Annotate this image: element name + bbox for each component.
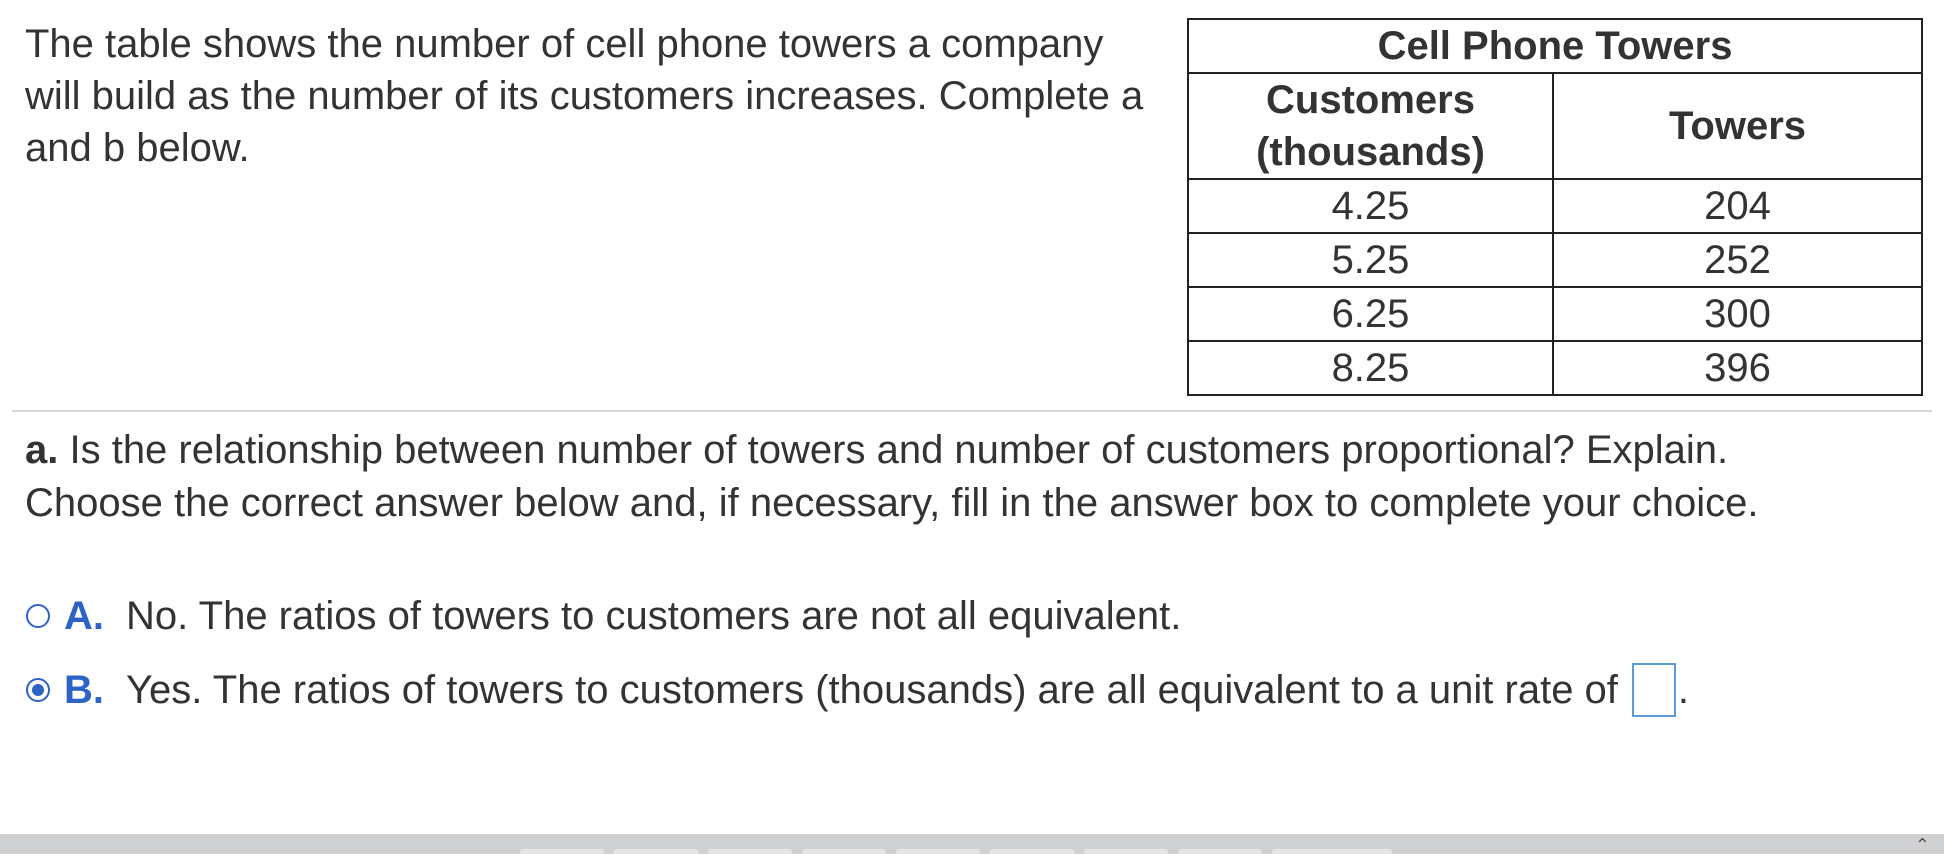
customers-cell: 6.25: [1188, 287, 1553, 341]
unit-rate-answer-box[interactable]: [1632, 663, 1676, 717]
header-customers-line2: (thousands): [1256, 130, 1485, 174]
toolbar-tab[interactable]: [614, 849, 698, 854]
toolbar-tab[interactable]: [708, 849, 792, 854]
bottom-toolbar: [0, 834, 1944, 854]
radio-a[interactable]: [26, 604, 50, 628]
customers-cell: 8.25: [1188, 341, 1553, 395]
toolbar-tab[interactable]: [1272, 849, 1392, 854]
table-title: Cell Phone Towers: [1188, 19, 1922, 73]
question-instruction: Choose the correct answer below and, if necessary, fill in the answer box to complete your choice.: [25, 481, 1759, 525]
choice-b-period: .: [1677, 667, 1690, 712]
toolbar-tab[interactable]: [1084, 849, 1168, 854]
header-towers: Towers: [1553, 73, 1922, 179]
choice-a-text: No. The ratios of towers to customers are not all equivalent.: [126, 593, 1182, 638]
customers-cell: 5.25: [1188, 233, 1553, 287]
towers-cell: 252: [1553, 233, 1922, 287]
towers-cell: 300: [1553, 287, 1922, 341]
toolbar-tab[interactable]: [990, 849, 1074, 854]
header-customers-line1: Customers: [1266, 78, 1475, 122]
problem-intro: The table shows the number of cell phone towers a company will build as the number of its customers increases. Complete a and b below.: [25, 22, 1144, 170]
choice-a[interactable]: [26, 588, 1181, 644]
table-row: [1188, 233, 1922, 287]
table-row: [1188, 179, 1922, 233]
question-a: [25, 424, 1925, 530]
question-label: a.: [25, 428, 59, 472]
header-customers: [1188, 73, 1553, 179]
question-a-text: [25, 424, 1925, 477]
cell-phone-towers-table: [1187, 18, 1923, 396]
towers-cell: 396: [1553, 341, 1922, 395]
question-prompt: Is the relationship between number of towers and number of customers proportional? Explain.: [58, 428, 1729, 472]
table-row: [1188, 341, 1922, 395]
section-divider: [12, 410, 1932, 412]
toolbar-tab[interactable]: [520, 849, 604, 854]
choice-b[interactable]: [26, 662, 1689, 718]
table-row: [1188, 287, 1922, 341]
collapse-chevron-icon[interactable]: ⌃: [1914, 835, 1930, 855]
choice-a-letter: A.: [64, 593, 104, 638]
customers-cell: 4.25: [1188, 179, 1553, 233]
toolbar-tab[interactable]: [896, 849, 980, 854]
toolbar-tab[interactable]: [1178, 849, 1262, 854]
choice-b-letter: B.: [64, 667, 104, 712]
towers-cell: 204: [1553, 179, 1922, 233]
radio-b[interactable]: [26, 678, 50, 702]
choice-b-text: Yes. The ratios of towers to customers (thousands) are all equivalent to a unit rate of: [126, 667, 1618, 712]
toolbar-tab[interactable]: [802, 849, 886, 854]
